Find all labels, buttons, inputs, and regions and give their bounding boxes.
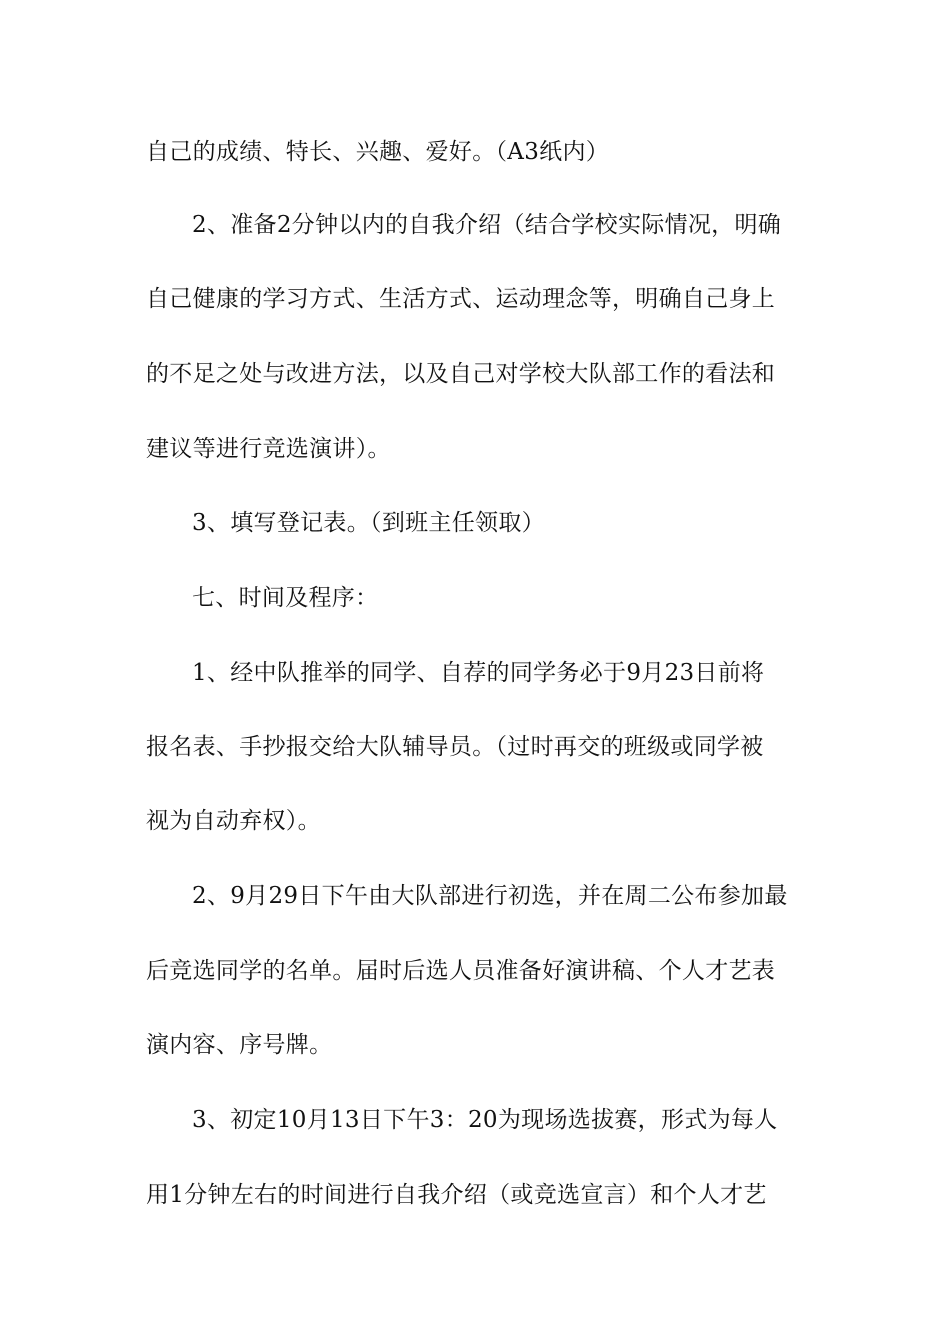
- text-line: 2、9月29日下午由大队部进行初选，并在周二公布参加最: [192, 883, 788, 909]
- text-line: 建议等进行竞选演讲）。: [146, 436, 391, 462]
- text-line: 视为自动弃权）。: [146, 808, 321, 834]
- text-line: 后竞选同学的名单。届时后选人员准备好演讲稿、个人才艺表: [146, 958, 776, 984]
- text-line: 2、准备2分钟以内的自我介绍（结合学校实际情况，明确: [192, 212, 782, 238]
- text-line: 的不足之处与改进方法，以及自己对学校大队部工作的看法和: [146, 361, 776, 387]
- text-line: 3、填写登记表。（到班主任领取）: [192, 510, 545, 536]
- text-line: 1、经中队推举的同学、自荐的同学务必于9月23日前将: [192, 660, 765, 686]
- text-line: 报名表、手抄报交给大队辅导员。（过时再交的班级或同学被: [146, 734, 764, 760]
- section-heading: 七、时间及程序：: [192, 585, 379, 611]
- text-line: 3、初定10月13日下午3：20为现场选拔赛，形式为每人: [192, 1107, 778, 1133]
- text-line: 演内容、序号牌。: [146, 1032, 333, 1058]
- text-line: 自己健康的学习方式、生活方式、运动理念等，明确自己身上: [146, 286, 776, 312]
- text-line: 用1分钟左右的时间进行自我介绍（或竞选宣言）和个人才艺: [146, 1182, 767, 1208]
- text-line: 自己的成绩、特长、兴趣、爱好。（A3纸内）: [146, 139, 610, 165]
